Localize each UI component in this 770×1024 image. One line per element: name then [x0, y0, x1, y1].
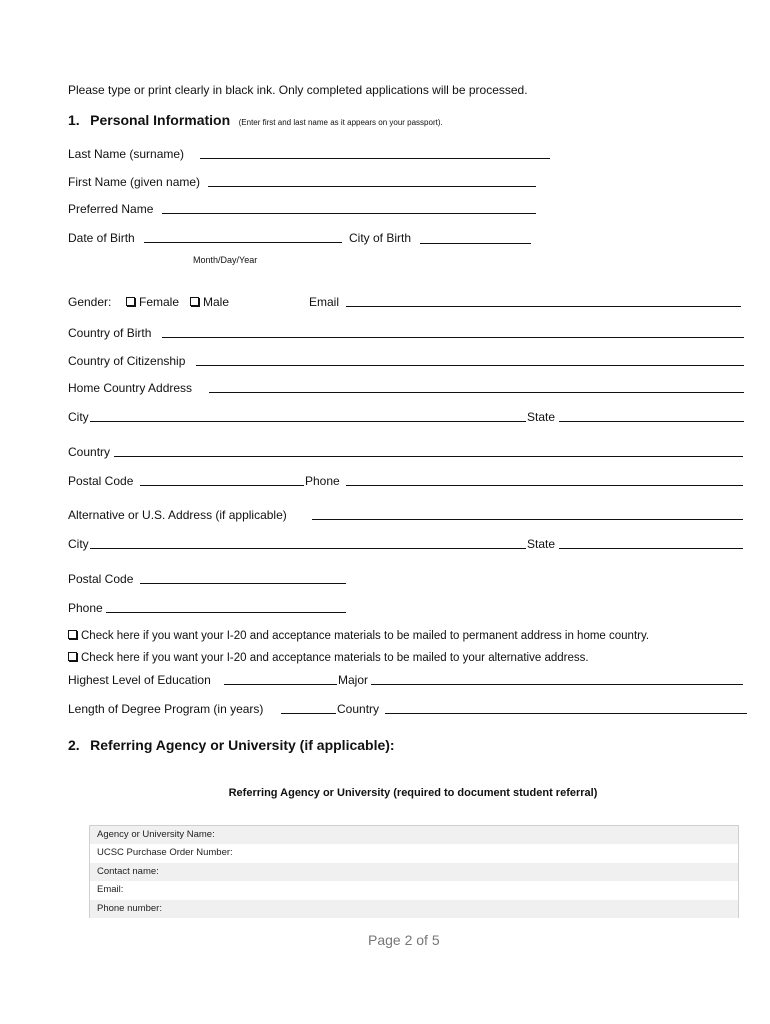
country-of-birth-label: Country of Birth — [68, 326, 152, 340]
alt-postal-code-label: Postal Code — [68, 572, 134, 586]
dob-label: Date of Birth — [68, 231, 135, 245]
page-number: Page 2 of 5 — [368, 932, 440, 948]
section-2-number: 2. — [68, 737, 80, 753]
section-2-title: Referring Agency or University (if applicable): — [90, 737, 395, 753]
country-field[interactable] — [114, 456, 743, 457]
preferred-name-field[interactable] — [162, 213, 536, 214]
education-label: Highest Level of Education — [68, 673, 211, 687]
email-label: Email — [309, 295, 340, 309]
mail-alternative-option[interactable] — [68, 651, 589, 665]
last-name-field[interactable] — [200, 158, 550, 159]
section-1-title: Personal Information — [90, 112, 231, 128]
degree-length-label: Length of Degree Program (in years) — [68, 702, 264, 716]
section-1-number: 1. — [68, 112, 80, 128]
alt-state-field[interactable] — [559, 548, 743, 549]
country-of-citizenship-field[interactable] — [196, 365, 744, 366]
mail-alternative-checkbox[interactable] — [68, 652, 77, 661]
referral-box-title: Referring Agency or University (required to document student referral) — [228, 787, 598, 799]
country-label: Country — [68, 445, 111, 459]
referral-row-agency[interactable]: Agency or University Name: — [90, 826, 738, 844]
referral-row-contact[interactable]: Contact name: — [90, 863, 738, 881]
referral-row-email[interactable]: Email: — [97, 884, 124, 896]
major-field[interactable] — [371, 684, 743, 685]
female-checkbox[interactable] — [126, 297, 135, 306]
referral-row-phone[interactable]: Phone number: — [90, 900, 738, 918]
postal-code-field[interactable] — [140, 485, 304, 486]
city-of-birth-field[interactable] — [420, 243, 531, 244]
state-label: State — [527, 410, 556, 424]
city-of-birth-label: City of Birth — [349, 231, 412, 245]
state-field[interactable] — [559, 421, 744, 422]
major-label: Major — [338, 673, 369, 687]
intro-text: Please type or print clearly in black ink. Only completed applications will be processed. — [68, 83, 528, 97]
degree-country-label: Country — [337, 702, 380, 716]
degree-country-field[interactable] — [385, 713, 747, 714]
phone-label: Phone — [305, 474, 340, 488]
phone-field[interactable] — [346, 485, 743, 486]
country-of-birth-field[interactable] — [162, 337, 744, 338]
dob-hint: Month/Day/Year — [193, 255, 258, 265]
degree-length-field[interactable] — [281, 713, 336, 714]
alt-city-field[interactable] — [90, 548, 526, 549]
alt-phone-label: Phone — [68, 601, 103, 615]
education-field[interactable] — [224, 684, 337, 685]
section-1-note: (Enter first and last name as it appears on your passport). — [238, 118, 443, 127]
section-2-heading — [68, 737, 395, 755]
alt-address-label: Alternative or U.S. Address (if applicable) — [68, 508, 287, 522]
male-checkbox[interactable] — [190, 297, 199, 306]
country-of-citizenship-label: Country of Citizenship — [68, 354, 186, 368]
city-field[interactable] — [90, 421, 526, 422]
mail-permanent-option[interactable] — [68, 629, 649, 643]
email-field[interactable] — [346, 306, 741, 307]
referral-table — [89, 825, 739, 918]
last-name-label: Last Name (surname) — [68, 147, 185, 161]
preferred-name-label: Preferred Name — [68, 202, 154, 216]
section-1-heading — [68, 112, 443, 130]
first-name-label: First Name (given name) — [68, 175, 201, 189]
city-label: City — [68, 410, 89, 424]
referral-row-po-number[interactable]: UCSC Purchase Order Number: — [97, 847, 233, 859]
alt-state-label: State — [527, 537, 556, 551]
mail-permanent-checkbox[interactable] — [68, 630, 77, 639]
gender-female-option[interactable] — [126, 295, 179, 309]
male-label: Male — [203, 295, 230, 309]
alt-postal-code-field[interactable] — [140, 583, 346, 584]
female-label: Female — [139, 295, 180, 309]
postal-code-label: Postal Code — [68, 474, 134, 488]
dob-field[interactable] — [144, 242, 342, 243]
gender-male-option[interactable] — [190, 295, 229, 309]
alt-address-field[interactable] — [312, 519, 743, 520]
mail-permanent-label: Check here if you want your I-20 and acceptance materials to be mailed to permanent address in home country. — [81, 630, 650, 642]
alt-phone-field[interactable] — [106, 612, 346, 613]
home-address-label: Home Country Address — [68, 381, 193, 395]
alt-city-label: City — [68, 537, 89, 551]
first-name-field[interactable] — [208, 186, 536, 187]
mail-alternative-label: Check here if you want your I-20 and acceptance materials to be mailed to your alternative address. — [81, 652, 589, 664]
gender-label: Gender: — [68, 295, 112, 309]
home-address-field[interactable] — [209, 392, 744, 393]
